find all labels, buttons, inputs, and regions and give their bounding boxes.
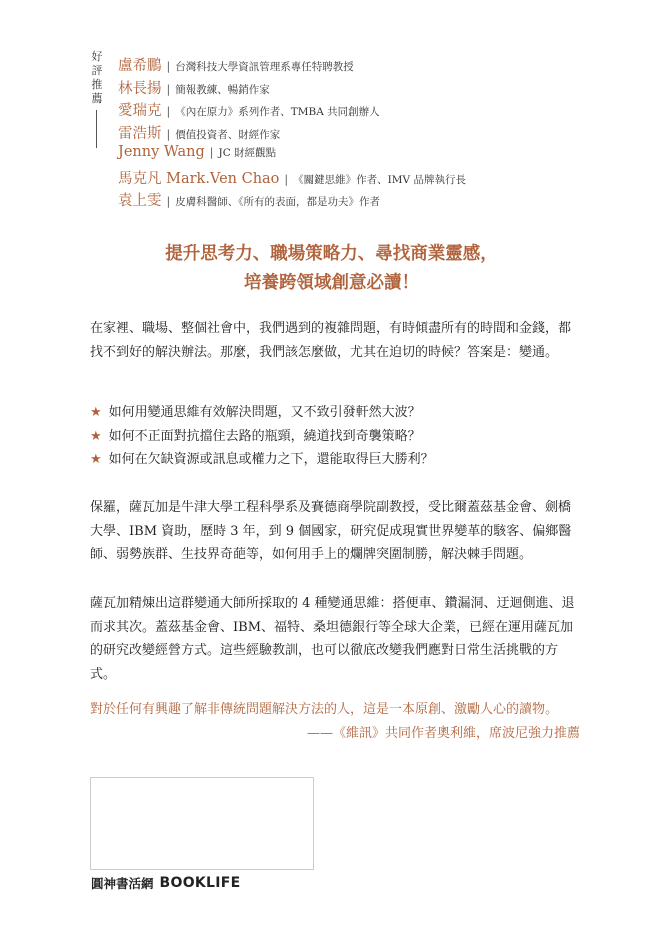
- endorser-item: [118, 144, 466, 167]
- endorser-title: JC 財經觀點: [218, 147, 277, 159]
- endorser-name: Jenny Wang: [118, 144, 205, 160]
- endorsement-label-char: 好: [91, 50, 103, 63]
- endorser-item: [118, 99, 466, 122]
- endorser-item: [118, 189, 466, 212]
- bullet-text: 如何用變通思維有效解決問題，又不致引發軒然大波？: [108, 405, 421, 420]
- bullet-text: 如何不正面對抗擋住去路的瓶頸，繞道找到奇襲策略？: [108, 428, 421, 444]
- bullet-item: [90, 425, 434, 449]
- separator: |: [166, 105, 171, 118]
- quote-text: 對於任何有興趣了解非傳統問題解決方法的人，這是一本原創、激勵人心的讀物。: [90, 702, 559, 717]
- intro-paragraph: 在家裡、職場、整個社會中，我們遇到的複雜問題，有時傾盡所有的時間和金錢，都找不到好的解決辦法。那麼，我們該怎麼做，尤其在迫切的時候？答案是：變通。: [90, 321, 572, 360]
- endorser-name: 盧希鵬: [118, 58, 162, 74]
- endorser-title: 《內在原力》系列作者、TMBA 共同創辦人: [175, 106, 380, 118]
- endorser-list: [118, 54, 466, 212]
- endorser-name: 雷浩斯: [118, 125, 162, 142]
- publisher-logo: [91, 874, 241, 892]
- endorsement-divider: [96, 110, 97, 148]
- bullet-item: [90, 401, 434, 425]
- bullet-item: [90, 448, 434, 472]
- bullet-text: 如何在欠缺資源或訊息或權力之下，還能取得巨大勝利？: [108, 452, 434, 467]
- endorser-name: 愛瑞克: [118, 103, 162, 119]
- separator: |: [166, 60, 171, 73]
- endorsement-label-char: 評: [91, 64, 103, 77]
- endorser-title: 皮膚科醫師、《所有的表面，都是功夫》作者: [175, 196, 380, 208]
- endorser-item: [118, 54, 466, 77]
- endorser-title: 《關鍵思維》作者、IMV 品牌執行長: [293, 173, 466, 186]
- separator: |: [166, 195, 171, 208]
- endorser-name: 袁上雯: [118, 193, 162, 209]
- endorser-name: 馬克凡 Mark.Ven Chao: [118, 170, 280, 187]
- headline-line: 培養跨領域創意必讀！: [244, 273, 419, 293]
- star-icon: ★: [90, 405, 102, 420]
- endorsement-label-char: 推: [91, 78, 103, 91]
- headline-line: 提升思考力、職場策略力、尋找商業靈感，: [165, 244, 498, 264]
- body-paragraph: 薩瓦加精煉出這群變通大師所採取的 4 種變通思維：搭便車、鑽漏洞、迂迴側進、退而求其次。蓋茲基金會、IBM、福特、桑坦德銀行等全球大企業，已經在運用薩瓦加的研究改變經營方式。這些經驗教訓，也可以徹底改變我們應對日常生活挑戰的方式。: [90, 596, 575, 682]
- publisher-english-name: BOOKLIFE: [159, 875, 241, 891]
- endorser-title: 簡報教練、暢銷作家: [175, 83, 270, 96]
- endorser-title: 價值投資者、財經作家: [175, 128, 281, 141]
- quote-attribution: ——《維訊》共同作者奧利維，席波尼強力推薦: [306, 725, 580, 741]
- endorser-item: [118, 77, 466, 100]
- bullet-list: [90, 401, 434, 472]
- headline: [0, 240, 663, 298]
- separator: |: [209, 146, 214, 159]
- endorsement-label: [90, 50, 104, 106]
- publisher-chinese-name: 圓神書活網: [91, 876, 154, 891]
- separator: |: [166, 82, 171, 96]
- star-icon: ★: [90, 428, 102, 444]
- separator: |: [284, 172, 289, 186]
- separator: |: [166, 127, 171, 141]
- endorsement-label-char: 薦: [91, 92, 103, 105]
- barcode-area: [90, 777, 314, 870]
- star-icon: ★: [90, 452, 102, 467]
- endorser-name: 林長揚: [118, 80, 162, 97]
- endorsement-quote: [90, 698, 580, 745]
- endorser-item: [118, 167, 466, 190]
- body-paragraph: 保羅，薩瓦加是牛津大學工程科學系及賽德商學院副教授，受比爾蓋茲基金會、劍橋大學、IBM 資助，歷時 3 年，到 9 個國家，研究促成現實世界變革的駭客、偏鄉醫師、弱勢族群、生技界奇葩等，如何用手上的爛牌突圍制勝，解決棘手問題。: [90, 500, 572, 562]
- endorser-title: 台灣科技大學資訊管理系專任特聘教授: [175, 61, 354, 73]
- endorser-item: [118, 122, 466, 145]
